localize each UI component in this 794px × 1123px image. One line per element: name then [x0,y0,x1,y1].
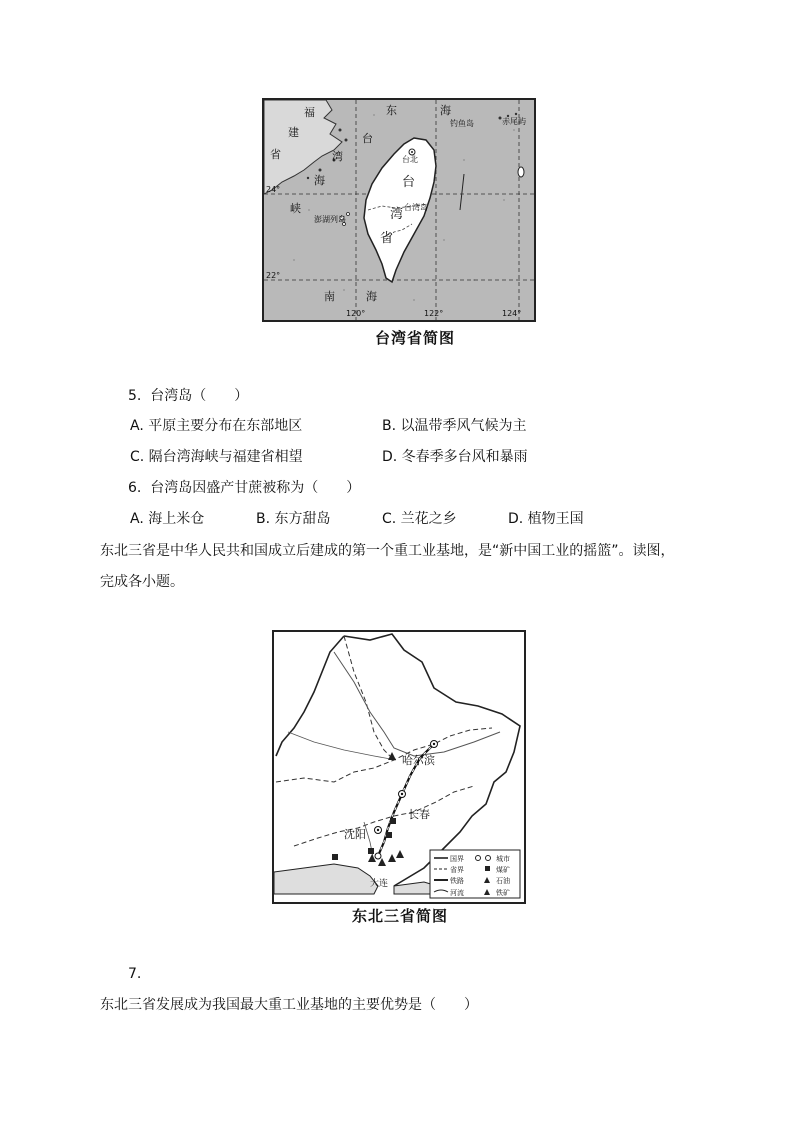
intro-line-2: 完成各小题。 [100,574,184,590]
taiwan-map-drawing [264,100,534,320]
label-island: 台湾岛 [404,203,428,212]
question-5-text: 台湾岛（ ） [150,388,249,404]
taiwan-map [262,98,536,322]
question-6-text: 台湾岛因盛产甘蔗被称为（ ） [150,480,361,496]
legend-border: 国界 [450,855,464,863]
question-5-stem [128,386,248,406]
label-east-sea-1: 东 [386,104,397,117]
question-5-option-b[interactable]: B. 以温带季风气候为主 [382,418,527,434]
label-lon-120: 120° [346,309,366,318]
label-harbin: 哈尔滨 [402,754,435,767]
label-fujian-1: 福 [304,106,315,119]
label-fujian-2: 建 [288,126,299,139]
label-prov-3: 省 [380,231,394,246]
question-6-stem [128,478,360,498]
label-penghu: 澎湖列岛 [314,215,346,224]
label-dalian: 大连 [370,879,389,889]
northeast-map [272,630,526,904]
question-7-number: 7. [128,966,142,982]
label-strait-2: 湾 [332,150,343,163]
legend-province: 省界 [450,866,464,874]
label-prov-1: 台 [402,175,416,190]
label-prov-2: 湾 [390,207,404,222]
label-lon-122: 122° [424,309,444,318]
legend-river: 河流 [450,889,464,897]
intro-line-1: 东北三省是中华人民共和国成立后建成的第一个重工业基地，是“新中国工业的摇篮”。读图， [100,543,675,559]
question-5-option-c[interactable]: C. 隔台湾海峡与福建省相望 [130,449,303,465]
question-6-option-a[interactable]: A. 海上米仓 [130,511,205,527]
legend-oil: 石油 [496,877,510,885]
legend-iron: 铁矿 [496,889,510,897]
question-5-option-a[interactable]: A. 平原主要分布在东部地区 [130,418,303,434]
label-chiwei: 赤尾屿 [502,117,526,126]
label-changchun: 长春 [408,808,430,821]
northeast-map-caption: 东北三省简图 [351,907,448,925]
label-lat-24: 24° [266,185,281,194]
label-strait-1: 台 [362,132,373,145]
question-6-number: 6. [128,480,142,496]
question-7-stem: 东北三省发展成为我国最大重工业基地的主要优势是（ ） [100,997,478,1013]
taiwan-map-caption: 台湾省简图 [374,329,455,347]
legend-city: 城市 [496,855,510,863]
label-strait-4: 峡 [290,202,301,215]
label-diaoyu: 钓鱼岛 [450,119,474,128]
label-strait-3: 海 [314,174,325,187]
northeast-map-legend [430,850,520,898]
label-south-sea-1: 南 [324,290,335,303]
question-5-option-d[interactable]: D. 冬春季多台风和暴雨 [382,449,528,465]
question-5-number: 5. [128,388,142,404]
label-shenyang: 沈阳 [344,828,366,841]
label-south-sea-2: 海 [366,290,377,303]
northeast-map-drawing [274,632,524,902]
question-6-option-d[interactable]: D. 植物王国 [508,511,584,527]
question-6-option-b[interactable]: B. 东方甜岛 [256,511,331,527]
label-lon-124: 124° [502,309,522,318]
question-6-option-c[interactable]: C. 兰花之乡 [382,511,457,527]
label-lat-22: 22° [266,271,281,280]
legend-coal: 煤矿 [496,866,510,874]
legend-railway: 铁路 [450,877,464,885]
label-east-sea-2: 海 [440,104,451,117]
label-fujian-3: 省 [270,148,281,161]
label-taibei: 台北 [402,155,418,164]
